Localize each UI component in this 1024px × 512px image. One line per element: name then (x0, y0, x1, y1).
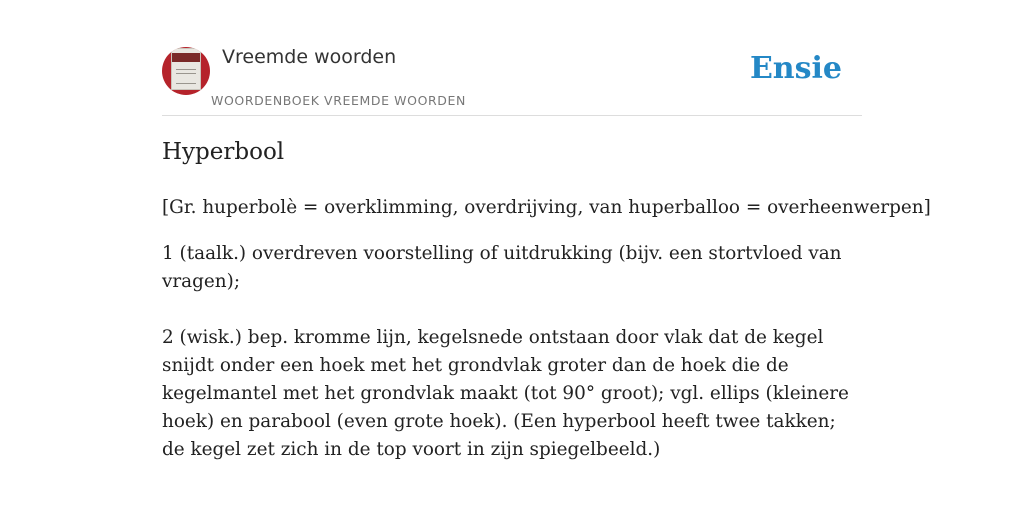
source-subtitle: WOORDENBOEK VREEMDE WOORDEN (211, 93, 466, 108)
ensie-logo-link[interactable]: Ensie (749, 51, 842, 86)
book-cover-icon (172, 49, 200, 89)
book-cover-band (172, 53, 200, 62)
entry-etymology: [Gr. huperbolè = overklimming, overdrijving, van huperballoo = overheenwerpen] (162, 197, 931, 218)
entry-title: Hyperbool (162, 139, 285, 165)
book-cover-line (176, 69, 196, 70)
definition-2: 2 (wisk.) bep. kromme lijn, kegelsnede ontstaan door vlak dat de kegel snijdt onder een hoek met het grondvlak groter dan de hoek die de kegelmantel met het grondvlak maakt (tot 90° groot); vgl. ellips (kleinere hoek) en parabool (even grote hoek). (Een hyperbool heeft twee takken; de kegel zet zich in de top voort in zijn spiegelbeeld.) (162, 327, 849, 460)
book-cover-line (176, 83, 196, 84)
book-cover-line (176, 73, 196, 74)
source-avatar[interactable] (162, 47, 210, 95)
source-name[interactable]: Vreemde woorden (222, 46, 397, 68)
definition-1: 1 (taalk.) overdreven voorstelling of uitdrukking (bijv. een stortvloed van vragen); (162, 243, 842, 292)
entry-header (162, 0, 862, 116)
entry-card (162, 0, 931, 512)
